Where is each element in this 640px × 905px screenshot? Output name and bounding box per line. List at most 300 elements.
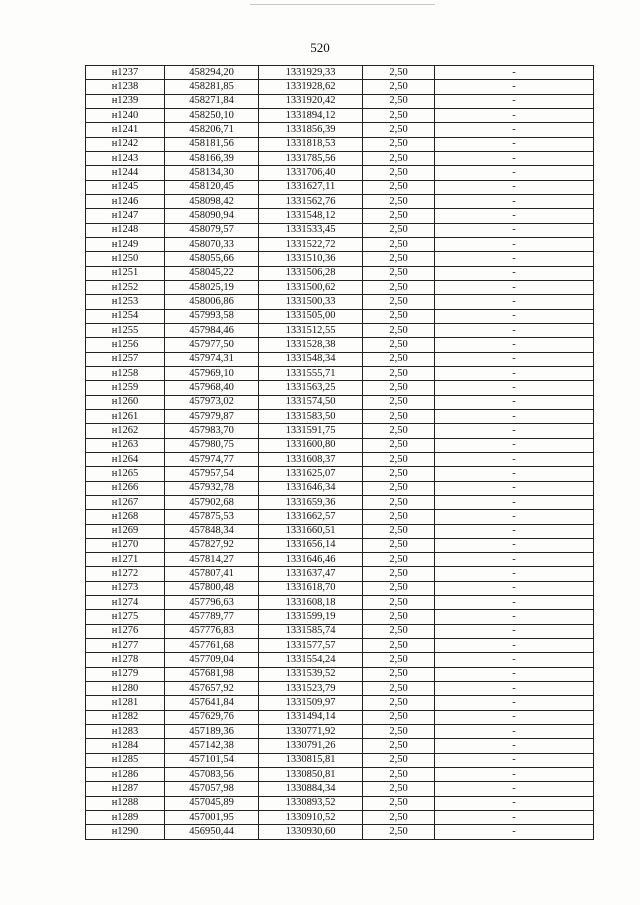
point-id-cell: н1243 (86, 151, 165, 165)
point-id-cell: н1288 (86, 796, 165, 810)
note-cell: - (435, 223, 594, 237)
point-id-cell: н1242 (86, 137, 165, 151)
table-row (86, 739, 594, 753)
x-coordinate-cell: 457993,58 (165, 309, 259, 323)
table-row (86, 409, 594, 423)
x-coordinate-cell: 457984,46 (165, 323, 259, 337)
error-value-cell: 2,50 (363, 166, 435, 180)
note-cell: - (435, 151, 594, 165)
error-value-cell: 2,50 (363, 710, 435, 724)
x-coordinate-cell: 457979,87 (165, 409, 259, 423)
error-value-cell: 2,50 (363, 725, 435, 739)
x-coordinate-cell: 457681,98 (165, 667, 259, 681)
note-cell: - (435, 209, 594, 223)
y-coordinate-cell: 1331494,14 (259, 710, 363, 724)
table-row (86, 438, 594, 452)
note-cell: - (435, 166, 594, 180)
x-coordinate-cell: 458134,30 (165, 166, 259, 180)
table-row (86, 825, 594, 839)
table-row (86, 538, 594, 552)
table-row (86, 280, 594, 294)
table-row (86, 94, 594, 108)
point-id-cell: н1286 (86, 768, 165, 782)
error-value-cell: 2,50 (363, 295, 435, 309)
table-row (86, 796, 594, 810)
y-coordinate-cell: 1331618,70 (259, 581, 363, 595)
point-id-cell: н1282 (86, 710, 165, 724)
table-row (86, 753, 594, 767)
y-coordinate-cell: 1331510,36 (259, 252, 363, 266)
x-coordinate-cell: 458281,85 (165, 80, 259, 94)
table-row (86, 66, 594, 80)
y-coordinate-cell: 1331785,56 (259, 151, 363, 165)
table-row (86, 768, 594, 782)
table-row (86, 725, 594, 739)
x-coordinate-cell: 457776,83 (165, 624, 259, 638)
error-value-cell: 2,50 (363, 252, 435, 266)
y-coordinate-cell: 1331625,07 (259, 467, 363, 481)
note-cell: - (435, 123, 594, 137)
y-coordinate-cell: 1330884,34 (259, 782, 363, 796)
note-cell: - (435, 710, 594, 724)
note-cell: - (435, 80, 594, 94)
error-value-cell: 2,50 (363, 180, 435, 194)
note-cell: - (435, 338, 594, 352)
y-coordinate-cell: 1331637,47 (259, 567, 363, 581)
y-coordinate-cell: 1331500,33 (259, 295, 363, 309)
x-coordinate-cell: 457980,75 (165, 438, 259, 452)
note-cell: - (435, 796, 594, 810)
note-cell: - (435, 667, 594, 681)
y-coordinate-cell: 1331574,50 (259, 395, 363, 409)
table-row (86, 567, 594, 581)
note-cell: - (435, 768, 594, 782)
table-row (86, 682, 594, 696)
x-coordinate-cell: 458181,56 (165, 137, 259, 151)
y-coordinate-cell: 1330910,52 (259, 811, 363, 825)
error-value-cell: 2,50 (363, 94, 435, 108)
x-coordinate-cell: 458166,39 (165, 151, 259, 165)
note-cell: - (435, 252, 594, 266)
x-coordinate-cell: 457969,10 (165, 366, 259, 380)
point-id-cell: н1246 (86, 194, 165, 208)
note-cell: - (435, 395, 594, 409)
table-row (86, 194, 594, 208)
x-coordinate-cell: 457800,48 (165, 581, 259, 595)
point-id-cell: н1239 (86, 94, 165, 108)
y-coordinate-cell: 1331548,34 (259, 352, 363, 366)
point-id-cell: н1281 (86, 696, 165, 710)
page-number: 520 (310, 40, 330, 55)
y-coordinate-cell: 1331856,39 (259, 123, 363, 137)
point-id-cell: н1258 (86, 366, 165, 380)
error-value-cell: 2,50 (363, 266, 435, 280)
table-row (86, 323, 594, 337)
point-id-cell: н1238 (86, 80, 165, 94)
error-value-cell: 2,50 (363, 768, 435, 782)
x-coordinate-cell: 457875,53 (165, 510, 259, 524)
table-row (86, 782, 594, 796)
error-value-cell: 2,50 (363, 108, 435, 122)
y-coordinate-cell: 1331583,50 (259, 409, 363, 423)
error-value-cell: 2,50 (363, 639, 435, 653)
note-cell: - (435, 596, 594, 610)
table-row (86, 653, 594, 667)
note-cell: - (435, 739, 594, 753)
top-rule (250, 4, 435, 5)
error-value-cell: 2,50 (363, 66, 435, 80)
error-value-cell: 2,50 (363, 696, 435, 710)
table-row (86, 295, 594, 309)
note-cell: - (435, 682, 594, 696)
error-value-cell: 2,50 (363, 739, 435, 753)
note-cell: - (435, 137, 594, 151)
note-cell: - (435, 753, 594, 767)
note-cell: - (435, 653, 594, 667)
x-coordinate-cell: 457848,34 (165, 524, 259, 538)
table-row (86, 467, 594, 481)
table-row (86, 624, 594, 638)
table-row (86, 123, 594, 137)
x-coordinate-cell: 457807,41 (165, 567, 259, 581)
error-value-cell: 2,50 (363, 510, 435, 524)
x-coordinate-cell: 457983,70 (165, 424, 259, 438)
table-row (86, 495, 594, 509)
x-coordinate-cell: 457902,68 (165, 495, 259, 509)
error-value-cell: 2,50 (363, 610, 435, 624)
table-row (86, 180, 594, 194)
error-value-cell: 2,50 (363, 323, 435, 337)
x-coordinate-cell: 457789,77 (165, 610, 259, 624)
error-value-cell: 2,50 (363, 581, 435, 595)
note-cell: - (435, 639, 594, 653)
x-coordinate-cell: 458045,22 (165, 266, 259, 280)
table-row (86, 710, 594, 724)
table-row (86, 352, 594, 366)
table-row (86, 137, 594, 151)
table-row (86, 80, 594, 94)
y-coordinate-cell: 1331554,24 (259, 653, 363, 667)
error-value-cell: 2,50 (363, 381, 435, 395)
error-value-cell: 2,50 (363, 796, 435, 810)
y-coordinate-cell: 1330930,60 (259, 825, 363, 839)
note-cell: - (435, 295, 594, 309)
x-coordinate-cell: 457761,68 (165, 639, 259, 653)
x-coordinate-cell: 457827,92 (165, 538, 259, 552)
note-cell: - (435, 66, 594, 80)
point-id-cell: н1277 (86, 639, 165, 653)
y-coordinate-cell: 1331929,33 (259, 66, 363, 80)
note-cell: - (435, 266, 594, 280)
y-coordinate-cell: 1331920,42 (259, 94, 363, 108)
note-cell: - (435, 438, 594, 452)
y-coordinate-cell: 1331548,12 (259, 209, 363, 223)
error-value-cell: 2,50 (363, 395, 435, 409)
note-cell: - (435, 624, 594, 638)
point-id-cell: н1280 (86, 682, 165, 696)
point-id-cell: н1267 (86, 495, 165, 509)
y-coordinate-cell: 1331512,55 (259, 323, 363, 337)
y-coordinate-cell: 1331599,19 (259, 610, 363, 624)
point-id-cell: н1261 (86, 409, 165, 423)
y-coordinate-cell: 1330791,26 (259, 739, 363, 753)
y-coordinate-cell: 1331662,57 (259, 510, 363, 524)
x-coordinate-cell: 456950,44 (165, 825, 259, 839)
y-coordinate-cell: 1331506,28 (259, 266, 363, 280)
table-row (86, 696, 594, 710)
y-coordinate-cell: 1331660,51 (259, 524, 363, 538)
point-id-cell: н1270 (86, 538, 165, 552)
x-coordinate-cell: 458079,57 (165, 223, 259, 237)
y-coordinate-cell: 1331627,11 (259, 180, 363, 194)
point-id-cell: н1256 (86, 338, 165, 352)
x-coordinate-cell: 457001,95 (165, 811, 259, 825)
table-row (86, 811, 594, 825)
point-id-cell: н1237 (86, 66, 165, 80)
error-value-cell: 2,50 (363, 624, 435, 638)
point-id-cell: н1266 (86, 481, 165, 495)
x-coordinate-cell: 457629,76 (165, 710, 259, 724)
point-id-cell: н1265 (86, 467, 165, 481)
y-coordinate-cell: 1331818,53 (259, 137, 363, 151)
note-cell: - (435, 467, 594, 481)
y-coordinate-cell: 1331505,00 (259, 309, 363, 323)
y-coordinate-cell: 1331608,18 (259, 596, 363, 610)
coordinates-table (85, 65, 594, 840)
note-cell: - (435, 524, 594, 538)
error-value-cell: 2,50 (363, 123, 435, 137)
point-id-cell: н1240 (86, 108, 165, 122)
error-value-cell: 2,50 (363, 553, 435, 567)
x-coordinate-cell: 457968,40 (165, 381, 259, 395)
note-cell: - (435, 567, 594, 581)
y-coordinate-cell: 1331533,45 (259, 223, 363, 237)
point-id-cell: н1253 (86, 295, 165, 309)
note-cell: - (435, 381, 594, 395)
point-id-cell: н1255 (86, 323, 165, 337)
x-coordinate-cell: 458055,66 (165, 252, 259, 266)
error-value-cell: 2,50 (363, 194, 435, 208)
error-value-cell: 2,50 (363, 352, 435, 366)
x-coordinate-cell: 458006,86 (165, 295, 259, 309)
point-id-cell: н1251 (86, 266, 165, 280)
point-id-cell: н1257 (86, 352, 165, 366)
point-id-cell: н1262 (86, 424, 165, 438)
x-coordinate-cell: 457045,89 (165, 796, 259, 810)
table-row (86, 481, 594, 495)
point-id-cell: н1285 (86, 753, 165, 767)
error-value-cell: 2,50 (363, 811, 435, 825)
error-value-cell: 2,50 (363, 452, 435, 466)
point-id-cell: н1268 (86, 510, 165, 524)
point-id-cell: н1283 (86, 725, 165, 739)
table-row (86, 667, 594, 681)
table-row (86, 338, 594, 352)
note-cell: - (435, 237, 594, 251)
error-value-cell: 2,50 (363, 682, 435, 696)
error-value-cell: 2,50 (363, 467, 435, 481)
note-cell: - (435, 352, 594, 366)
point-id-cell: н1278 (86, 653, 165, 667)
note-cell: - (435, 366, 594, 380)
x-coordinate-cell: 457932,78 (165, 481, 259, 495)
table-row (86, 266, 594, 280)
x-coordinate-cell: 457796,63 (165, 596, 259, 610)
point-id-cell: н1279 (86, 667, 165, 681)
note-cell: - (435, 309, 594, 323)
y-coordinate-cell: 1331600,80 (259, 438, 363, 452)
x-coordinate-cell: 457641,84 (165, 696, 259, 710)
x-coordinate-cell: 457977,50 (165, 338, 259, 352)
table-row (86, 237, 594, 251)
table-row (86, 223, 594, 237)
x-coordinate-cell: 458294,20 (165, 66, 259, 80)
point-id-cell: н1241 (86, 123, 165, 137)
error-value-cell: 2,50 (363, 481, 435, 495)
error-value-cell: 2,50 (363, 80, 435, 94)
note-cell: - (435, 194, 594, 208)
table-row (86, 395, 594, 409)
note-cell: - (435, 495, 594, 509)
table-row (86, 209, 594, 223)
x-coordinate-cell: 457057,98 (165, 782, 259, 796)
error-value-cell: 2,50 (363, 409, 435, 423)
y-coordinate-cell: 1330893,52 (259, 796, 363, 810)
note-cell: - (435, 782, 594, 796)
y-coordinate-cell: 1331509,97 (259, 696, 363, 710)
note-cell: - (435, 409, 594, 423)
y-coordinate-cell: 1331928,62 (259, 80, 363, 94)
point-id-cell: н1254 (86, 309, 165, 323)
error-value-cell: 2,50 (363, 237, 435, 251)
note-cell: - (435, 108, 594, 122)
y-coordinate-cell: 1330771,92 (259, 725, 363, 739)
note-cell: - (435, 610, 594, 624)
y-coordinate-cell: 1331539,52 (259, 667, 363, 681)
point-id-cell: н1269 (86, 524, 165, 538)
point-id-cell: н1273 (86, 581, 165, 595)
point-id-cell: н1244 (86, 166, 165, 180)
error-value-cell: 2,50 (363, 653, 435, 667)
x-coordinate-cell: 457973,02 (165, 395, 259, 409)
table-row (86, 596, 594, 610)
note-cell: - (435, 538, 594, 552)
x-coordinate-cell: 457814,27 (165, 553, 259, 567)
y-coordinate-cell: 1331522,72 (259, 237, 363, 251)
y-coordinate-cell: 1331894,12 (259, 108, 363, 122)
error-value-cell: 2,50 (363, 667, 435, 681)
y-coordinate-cell: 1331500,62 (259, 280, 363, 294)
point-id-cell: н1276 (86, 624, 165, 638)
error-value-cell: 2,50 (363, 825, 435, 839)
error-value-cell: 2,50 (363, 596, 435, 610)
x-coordinate-cell: 458206,71 (165, 123, 259, 137)
y-coordinate-cell: 1331555,71 (259, 366, 363, 380)
x-coordinate-cell: 457957,54 (165, 467, 259, 481)
table-row (86, 424, 594, 438)
x-coordinate-cell: 458250,10 (165, 108, 259, 122)
x-coordinate-cell: 457083,56 (165, 768, 259, 782)
error-value-cell: 2,50 (363, 151, 435, 165)
note-cell: - (435, 424, 594, 438)
table-row (86, 639, 594, 653)
point-id-cell: н1250 (86, 252, 165, 266)
table-row (86, 252, 594, 266)
table-row (86, 309, 594, 323)
x-coordinate-cell: 458025,19 (165, 280, 259, 294)
table-row (86, 553, 594, 567)
error-value-cell: 2,50 (363, 137, 435, 151)
table-row (86, 366, 594, 380)
note-cell: - (435, 811, 594, 825)
note-cell: - (435, 452, 594, 466)
point-id-cell: н1248 (86, 223, 165, 237)
y-coordinate-cell: 1331523,79 (259, 682, 363, 696)
point-id-cell: н1284 (86, 739, 165, 753)
y-coordinate-cell: 1331706,40 (259, 166, 363, 180)
point-id-cell: н1259 (86, 381, 165, 395)
error-value-cell: 2,50 (363, 538, 435, 552)
y-coordinate-cell: 1331659,36 (259, 495, 363, 509)
y-coordinate-cell: 1331562,76 (259, 194, 363, 208)
table-row (86, 108, 594, 122)
error-value-cell: 2,50 (363, 309, 435, 323)
point-id-cell: н1272 (86, 567, 165, 581)
point-id-cell: н1245 (86, 180, 165, 194)
error-value-cell: 2,50 (363, 753, 435, 767)
x-coordinate-cell: 457101,54 (165, 753, 259, 767)
note-cell: - (435, 725, 594, 739)
point-id-cell: н1275 (86, 610, 165, 624)
error-value-cell: 2,50 (363, 524, 435, 538)
error-value-cell: 2,50 (363, 280, 435, 294)
note-cell: - (435, 825, 594, 839)
point-id-cell: н1290 (86, 825, 165, 839)
x-coordinate-cell: 458090,94 (165, 209, 259, 223)
y-coordinate-cell: 1330850,81 (259, 768, 363, 782)
table-row (86, 166, 594, 180)
note-cell: - (435, 696, 594, 710)
point-id-cell: н1263 (86, 438, 165, 452)
x-coordinate-cell: 458070,33 (165, 237, 259, 251)
point-id-cell: н1289 (86, 811, 165, 825)
y-coordinate-cell: 1331528,38 (259, 338, 363, 352)
point-id-cell: н1260 (86, 395, 165, 409)
point-id-cell: н1274 (86, 596, 165, 610)
x-coordinate-cell: 457657,92 (165, 682, 259, 696)
note-cell: - (435, 94, 594, 108)
error-value-cell: 2,50 (363, 567, 435, 581)
y-coordinate-cell: 1330815,81 (259, 753, 363, 767)
x-coordinate-cell: 458271,84 (165, 94, 259, 108)
error-value-cell: 2,50 (363, 223, 435, 237)
x-coordinate-cell: 458098,42 (165, 194, 259, 208)
note-cell: - (435, 553, 594, 567)
y-coordinate-cell: 1331577,57 (259, 639, 363, 653)
note-cell: - (435, 581, 594, 595)
error-value-cell: 2,50 (363, 495, 435, 509)
error-value-cell: 2,50 (363, 209, 435, 223)
point-id-cell: н1287 (86, 782, 165, 796)
y-coordinate-cell: 1331656,14 (259, 538, 363, 552)
x-coordinate-cell: 457974,77 (165, 452, 259, 466)
point-id-cell: н1249 (86, 237, 165, 251)
y-coordinate-cell: 1331563,25 (259, 381, 363, 395)
coordinates-table-body (86, 66, 594, 840)
table-row (86, 510, 594, 524)
point-id-cell: н1247 (86, 209, 165, 223)
table-row (86, 610, 594, 624)
